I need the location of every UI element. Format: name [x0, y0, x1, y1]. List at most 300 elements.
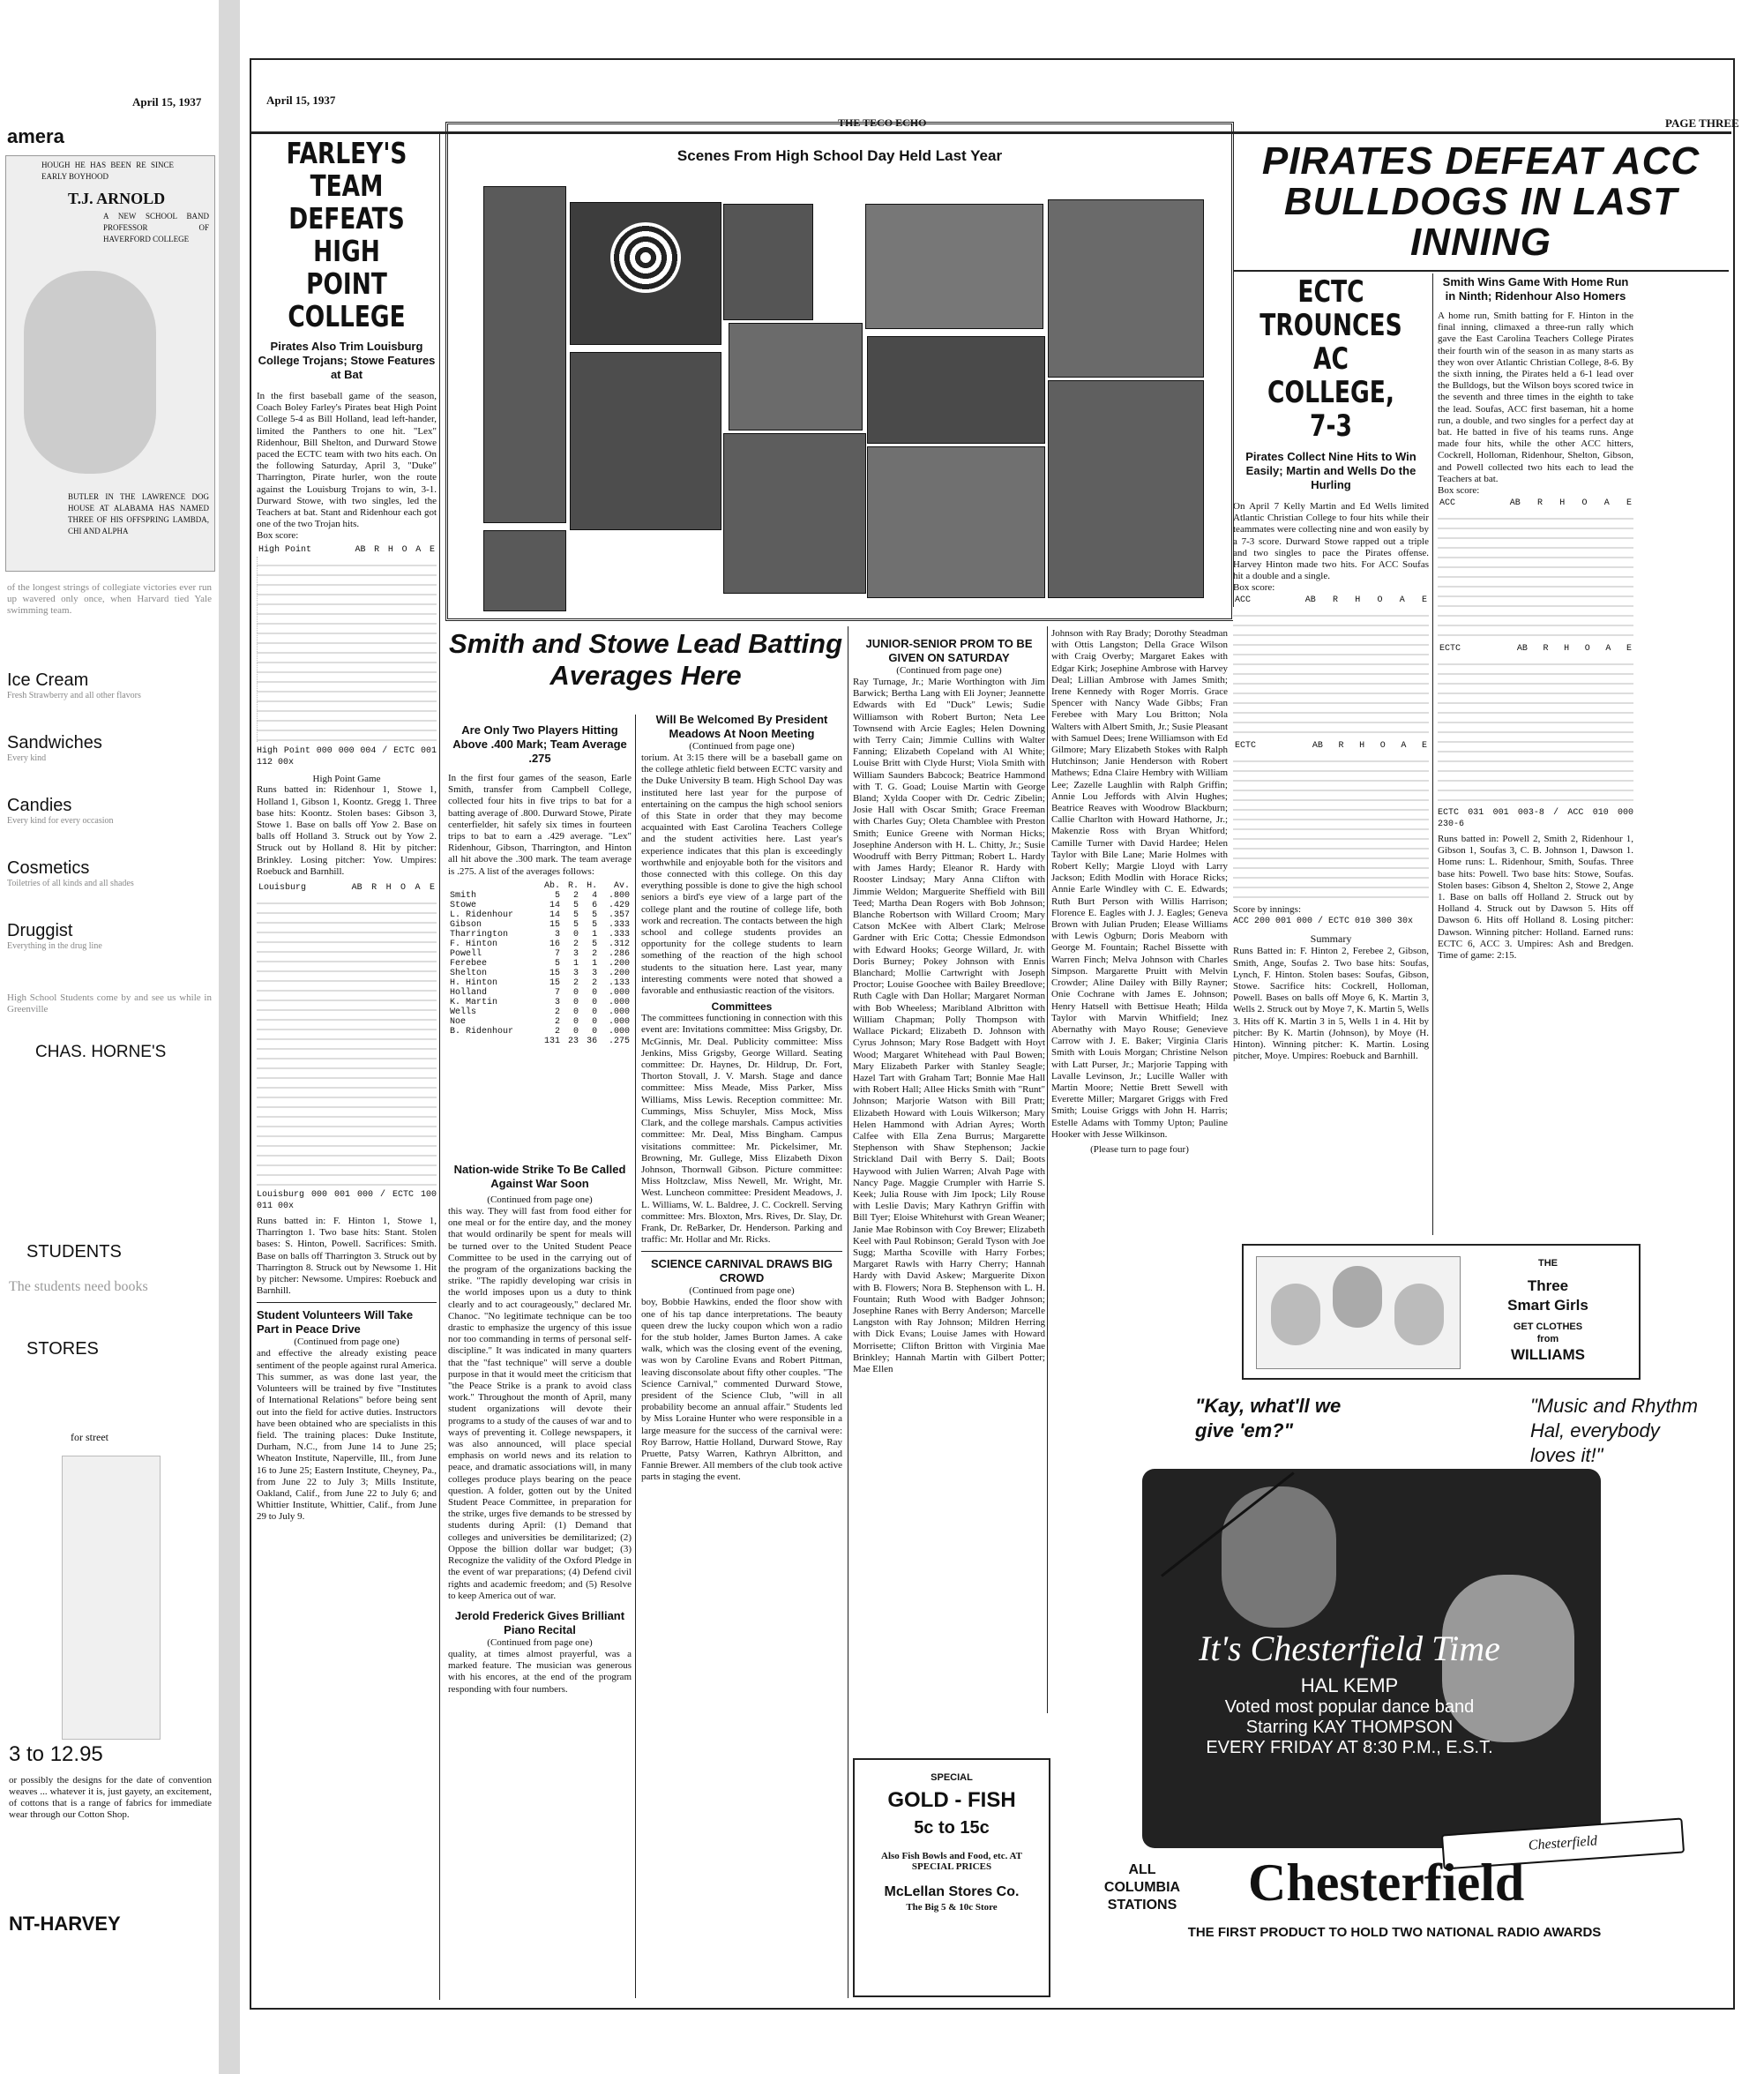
- divider: [641, 1251, 842, 1252]
- chesterfield-ad: [1063, 1385, 1726, 2003]
- williams-line2: Three: [1527, 1277, 1569, 1294]
- box-col: A: [1399, 595, 1405, 606]
- table-row: [448, 988, 632, 998]
- farley-column: [257, 137, 437, 1998]
- table-cell: 5: [592, 910, 598, 920]
- meadows-column: [641, 713, 842, 2001]
- acc2-box-score: [1438, 498, 1633, 508]
- goldfish-special: SPECIAL: [931, 1772, 973, 1783]
- table-cell: Wells: [450, 1007, 477, 1017]
- box-team: ECTC: [1439, 644, 1461, 655]
- totals-row: [448, 1037, 632, 1046]
- meadows-body: torium. At 3:15 there will be a baseball game on the college athletic field between ECTC varsity and the Duke University B team. High School Day was instituted here last year for the purpose of entertaining on the campus the high school seniors of this State in order that they may become acquainted with East Carolina Teachers College and the student activities here. Last year's experience indicates that this plan is exceedingly worthwhile and enjoyable both for the visitors and those connected with this college. On this day everything possible is done to give the high school seniors a bird's eye view of a large part of the college plant and the routine of college life, both work and recreation. The contacts between the high school and college students provides an opportunity for the college students to learn something of the reaction of the high school students to the situation here. Last year, many interesting comments were noted that showed a favorable and enthusiastic reaction of the visitors.: [641, 752, 842, 997]
- smith-column: [448, 723, 632, 1191]
- cartoon-figure: [24, 271, 156, 474]
- menu-sub: Everything in the drug line: [7, 941, 102, 951]
- box-col: R: [1543, 644, 1549, 655]
- recital-headline: Jerold Frederick Gives Brilliant Piano Recital: [454, 1608, 625, 1636]
- photo-shrubs: [1048, 380, 1204, 598]
- table-cell: Powell: [450, 948, 482, 959]
- header-cell: R.: [568, 880, 579, 891]
- box-col: E: [1626, 644, 1632, 655]
- farley-headline: FARLEY'S TEAM DEFEATS HIGH POINT COLLEGE: [286, 137, 407, 333]
- girl-face: [1394, 1284, 1444, 1345]
- box-col: H: [1359, 741, 1365, 752]
- williams-ad: [1242, 1244, 1641, 1380]
- table-cell: 15: [549, 968, 560, 978]
- ectc2-box-score: [1438, 644, 1633, 654]
- box-col: R: [1338, 741, 1344, 752]
- table-cell: 5: [592, 939, 598, 949]
- hp-summary: Runs batted in: Ridenhour 1, Stowe 1, Holland 1, Gibson 1, Koontz. Gregg 1. Three base hits: Koontz. Stolen bases: Gibson 3, Stowe 1. Base on balls off Yow 2. Base on balls off Holland 3. Struck out by Yow 2. Struck out by Holland 8. Hit by pitcher: Brinkley. Losing pitcher: Yow. Umpires: Roebuck and Barnhill.: [257, 784, 437, 877]
- chesterfield-starring: Starring KAY THOMPSON: [1245, 1718, 1454, 1737]
- lou-box-score: [257, 883, 437, 893]
- left-stores: STORES: [26, 1339, 99, 1359]
- box-col: H: [385, 883, 392, 894]
- prom-column: [853, 637, 1045, 1713]
- prom-body: Ray Turnage, Jr.; Marie Worthington with Jim Barwick; Bertha Lang with Eli Joyner; Jeannette Edwards with Ed "Duck" Lewis; Sudie Williamson with Robert Burton; Neta Lee Townsend with Arcie Eagles; Helen Downing with Terry Cain; Jimmie Cullins with Walter Fanning; Elizabeth Copeland with Al White; Louise Britt with Clyde Hurst; Viola Smith with William Saunders Babcock; Beatrice Hammond with T. G. Goad; Louise Martin with George Bland; Xylda Cooper with Dr. Cedric Zibelin; Josie Hall with Oscar Smith; Grace Freeman with Charles Guy; Oleta Chamblee with Preston Smith; Eunice Greene with Norman Hicks; Josephine Anderson with H. L. Chitty, Jr.; Susie Woodruff with Berry Pittman; Robert L. Hardy with James Hardy; Eleanor R. Hardy with Rooster Lindsay; Mary Anna Clifton with Jimmie Weldon; Marguerite Sheffield with Bill Teed; Martha Dean Rogers with Bob Johnson; Blanche Robertson with Willard Croom; Mary Catson McKee with Albert Clark; Melrose Gardner with Eric Cotta; Chessie Edmondson with Edward Hooks; George Willard, Jr. with Doris Burney; Pokey Johnson with Ennis Blanchard; Mollie Cartwright with Joseph Proctor; Louise Goochee with Bailey Breedlove; Ruth Cagle with Dan Hollar; Margaret Norman with Bob Wheeless; Maribland Albritton with William Chapman; Polly Thompson with Wallace Pickard; Elizabeth D. Johnson with Cyrus Johnson; Mary Rose Badgett with Hoyt Wood; Margaret Whitehead with Paul Bowen; Mary Elizabeth Parker with Stanley Seagle; Hazel Tart with Graham Tart; Bonnie Mae Hall with Robert Hall; Allee Hicks Smith with "Runt" Johnson; Marjorie Watson with Bill Pratt; Elizabeth Howard with Louis Wilkerson; Mary Helen Hammond with Adrian Ayres; Worth Calfee with Ella Zena Burrus; Margarette Stephenson with Shaw Stephenson; Jackie Strickland Dail with Berry S. Dail; Boots Haywood with Julien Warren; Alvah Page with Nancy Page. Maggie Crumpler with Harrie S. Keek; Julia Rouse with Jim Ipock; Lily Rouse with Leslie Davis; Mary Kathryn Griffin with Bill Tyer; Eloise Whitehurst with Grean Weaner; Janie Mae Robinson with Coy Brewer; Elizabeth Keel with Paul Robinson; Gerald Tyson with Joe Sugg; Martha Scoville with Harry Forbes; Margaret Rawls with Harry Cherry; Hannah Hardy with David Askew; Marguerite Dixon with B. Flowers; Nora B. Stephenson with L. H. Fountain; Ruth Wood with Badger Johnson; Josephine Ranes with Berry Anderson; Marcelle Langston with Ray Johnson; Mildren Herring with Dick Evans; Louise James with Howard Morrisette; Clifton Britton with Virginia Mae Brinkley; Hannah Martin with Gilbert Potter; Mae Ellen: [853, 677, 1045, 1374]
- recital-cont: (Continued from page one): [487, 1636, 593, 1648]
- smith-headline-block: [446, 628, 845, 721]
- table-cell: 0: [592, 987, 598, 998]
- table-cell: B. Ridenhour: [450, 1026, 514, 1037]
- committees-body: The committees functioning in connection with this event are: Invitations committee: Miss Grigsby, Dr. McGinnis, Mr. Deal. Publicity committee: Miss Jenkins, Miss Grigsby, George Willard. Seating committee: Dr. Haynes, Dr. Hildrup, Dr. Fort, Thorton Stovall, J. V. Marsh. Stage and dance committee: Miss Meade, Miss Parker, Miss Williams, Miss Lewis. Reception committee: Mr. Cummings, Miss Schuyler, Miss Mock, Miss Clark, and the college marshals. Campus activities committee: Mr. Deal, Miss Bingham. Campus visitations committee: Mr. Pickelsimer, Mr. Browning, Mr. Gullege, Miss Elizabeth Dixon Johnson, Thornwall Gibson. Picture committee: Miss Holtzclaw, Miss Newell, Mr. Wright, Mr. West. Luncheon committee: President Meadows, J. L. Williams, W. L. Baldree, J. C. Cockrell. Serving committee: Mrs. Bloxton, Mrs. Rives, Dr. Slay, Dr. Frank, Dr. ReBarker, Dr. Henderson. Parking and traffic: Mr. Hollar and Mr. Ricks.: [641, 1013, 842, 1246]
- fashion-illustration: [62, 1456, 161, 1740]
- table-cell: 15: [549, 977, 560, 988]
- box-team: ACC: [1439, 498, 1456, 509]
- table-row: [448, 1007, 632, 1017]
- menu-sub: Every kind for every occasion: [7, 816, 114, 826]
- strike-body: this way. They will fast from food either for one meal or for the entire day, and the money that would ordinarily be spent for meals will be turned over to the United Student Peace Committee to be used in the carrying out of the program of the organizations backing the strike. "The rapidly developing war crisis in the world imposes upon us a duty to think clearly and to act courageously," declared Mr. Chanoc. "No legitimate technique can be too drastic to emphasize the urgency of this issue nor too commanding in terms of personal self-discipline." It was indicated in many quarters that the "fast technique" will serve a double purpose in that it would meet the criticism that "the Peace Strike is a prank to avoid class work." Throughout the month of April, many student organizations will devote their programs to a study of the causes of war and to ways of preventing it. College newspapers, it was also announced, will place special emphasis on world news and its relation to peace, and dramatic associations will, in many colleges produce plays bearing on the peace question. A folder, gotten out by the United Student Peace Committee, in preparation for the strike, urges five demands to be stressed by students during April: (1) Demand that colleges and universities be demilitarized; (2) Oppose the billion dollar war budget; (3) Recognize the validity of the Oxford Pledge in the event of war preparations; (4) Defend civil rights and academic freedom; and (5) Resolve to keep America out of war.: [448, 1206, 632, 1601]
- table-cell: 3: [554, 997, 560, 1007]
- totals-cell: 131: [543, 1036, 560, 1046]
- box-col: O: [1581, 498, 1588, 509]
- totals-cell: .275: [608, 1036, 630, 1046]
- table-cell: 7: [554, 948, 560, 959]
- left-ad-caption-bottom: BUTLER IN THE LAWRENCE DOG HOUSE AT ALABAMA HAS NAMED THREE OF HIS OFFSPRING LAMBDA, CHI AND ALPHA: [68, 492, 209, 535]
- table-cell: 4: [592, 890, 598, 901]
- photo-small-left: [483, 530, 566, 611]
- table-cell: 0: [592, 1007, 598, 1017]
- box-col: H: [1564, 644, 1570, 655]
- left-date: April 15, 1937: [132, 95, 202, 109]
- table-cell: 2: [554, 1007, 560, 1017]
- farley-body: In the first baseball game of the season, Coach Boley Farley's Pirates beat High Point College 5-4 as Bill Holland, lead left-hander, limited the Panthers to one hit. "Lex" Ridenhour, Bill Shelton, and Durward Stowe paced the ECTC team with two hits each. On the following Saturday, April 3, "Duke" Tharrington, Pirate hurler, won the route against the Louisburg Trojans to win, 3-1. Durward Stowe, with two singles, led the Teachers at bat. Stant and Ridenhour each got one of the two Trojan hits.: [257, 391, 437, 530]
- box-col: H: [387, 545, 393, 556]
- menu-item: Cosmetics: [7, 858, 90, 878]
- header-cell: H.: [587, 880, 598, 891]
- box-col: O: [400, 883, 407, 894]
- box-col: AB: [355, 545, 366, 556]
- box-col: A: [1605, 644, 1611, 655]
- pirates-score-line: ECTC 031 001 003-8 / ACC 010 000 230-6: [1438, 808, 1633, 830]
- table-cell: Stowe: [450, 900, 477, 910]
- pirates-column: [1438, 275, 1633, 1237]
- table-cell: 5: [573, 900, 579, 910]
- trounces-headline: ECTC TROUNCES AC COLLEGE, 7-3: [1259, 275, 1402, 444]
- trounces-summary: Runs Batted in: F. Hinton 2, Ferebee 2, Gibson, Smith, Ange, Soufas 2. Two base hits: Soufas, Lynch, F. Hinton. Stolen bases: Soufas, Gibson, Stowe. Sacrifice hits: Cockrell, Holloman, Powell. Bases on balls off Moye 6, K. Martin 3, Wells 2. Struck out by Moye 7, K. Martin 5, Wells 3. Hits off K. Martin 3 in 5, Wells 1 in 4. Hit by pitcher: By K. Martin (Johnson), by Moye (H. Hinton). Winning pitcher: K. Martin. Losing pitcher, Moye. Umpires: Roebuck and Barnhill.: [1233, 946, 1429, 1062]
- table-cell: 7: [554, 987, 560, 998]
- left-price: 3 to 12.95: [9, 1742, 103, 1766]
- table-cell: .000: [608, 1007, 630, 1017]
- photo-spread: [445, 122, 1234, 621]
- prom-body-2: Johnson with Ray Brady; Dorothy Steadman with Ottis Langston; Della Grace Wilson with Craig Overby; Margaret Eakes with Edgar Kirk; Josephine Ambrose with Harvey Deal; Lillian Ambrose with James Smith; Irene Kennedy with Roger Morris. Grace Spencer with Nancy Wade Gibbs; Fran Ferebee with Mary Lou Britton; Nola Walters with Albert Smith, Jr.; Susie Pleasant with Samuel Dees; Irene Williamson with Ed Gilmore; Mary Elizabeth Stokes with Ralph Hutchinson; Janie Henderson with Robert Mathews; Edna Claire Hembry with William Lee; Zazelle Laughlin with Ralph Griffin; Annie Lou Jeffords with Alvin Hughes; Beatrice Reaves with Woodrow Blackburn; Callie Charlton with Howard Hathorne, Jr.; Makenzie Ross with Bryan Whitford; Camille Turner with David Hardee; Helen Taylor with Bile Lane; Marie Holmes with Robert Kelly; Margie Lloyd with Larry Jackson; Edith Modlin with Horace Ricks; Annie Earle Windley with C. E. Edwards; Ruth Burt Person with Willis Harrison; Florence E. Eagles with J. J. Eagles; Geneva Brown with Julian Pruden; Elease Williams with Lewis Ogburn; Doris Meaborn with George M. Fountain; Rachel Bissette with Warren Finch; Melva Johnson with Charles Simpson. Margarette Pruitt with Melvin Crowder; Aline Dailey with Billy Rayner; Onie Cochrane with James E. Johnson; Henry Hatsell with Bettisue Heath; Hilda Taylor with Marvin Whitfield; Inez Abernathy with Mayo Rouse; Genevieve Carrow with J. E. Baker; Virginia Claris Smith with Louis Morgan; Christine Nelson with Latt Purser, Jr.; Marjorie Tapping with Lavalle Levinson, Jr.; Lucille Waller with Martin Moore; Nettie Brett Sewell with Everette Miller; Margaret Griggs with Fred Smith; Louise Griggs with John H. Harris; Estelle Adams with Tommy Upton; Pauline Hooker with Jesse Wilkinson.: [1051, 628, 1228, 1140]
- left-fashion-text: or possibly the designs for the date of convention weaves ... whatever it is, just gayety, an excitement, of cottons that is a range of fabrics for immediate wear through our Cotton Shop.: [9, 1775, 212, 1820]
- menu-list: [7, 670, 212, 984]
- box-col: AB: [351, 883, 363, 894]
- table-row: [448, 959, 632, 969]
- left-ad-sub: A NEW SCHOOL BAND PROFESSOR OF HAVERFORD COLLEGE: [103, 212, 209, 243]
- chesterfield-awards: THE FIRST PRODUCT TO HOLD TWO NATIONAL RADIO AWARDS: [1187, 1925, 1602, 1940]
- box-col: E: [1421, 741, 1427, 752]
- carnival-headline: SCIENCE CARNIVAL DRAWS BIG CROWD: [650, 1257, 833, 1285]
- volunteers-cont: (Continued from page one): [294, 1336, 400, 1348]
- left-fashion: for street: [71, 1431, 108, 1443]
- box-col: AB: [1516, 644, 1528, 655]
- box-col: R: [371, 883, 377, 894]
- column-rule: [439, 134, 440, 2000]
- meadows-headline: Will Be Welcomed By President Meadows At Noon Meeting: [655, 713, 828, 740]
- chesterfield-quote2: "Music and Rhythm Hal, everybody loves it!": [1530, 1395, 1698, 1466]
- farley-box-label: Box score:: [257, 530, 299, 542]
- photo-crowd: [570, 352, 721, 530]
- ectc-box-rows: [1233, 752, 1429, 902]
- innings-line: ACC 200 001 000 / ECTC 010 300 30x: [1233, 917, 1414, 927]
- table-cell: .429: [608, 900, 630, 910]
- table-cell: 2: [573, 939, 579, 949]
- table-cell: 1: [592, 929, 598, 940]
- table-cell: 3: [573, 968, 579, 978]
- batting-averages-table: [448, 881, 632, 1046]
- committees-label: Committees: [711, 1000, 773, 1014]
- chesterfield-panel: [1160, 1628, 1539, 1848]
- box-team: ECTC: [1235, 741, 1257, 752]
- masthead-page: PAGE THREE: [1665, 116, 1739, 130]
- headline-rule: [1233, 270, 1729, 272]
- prom-turn: (Please turn to page four): [1090, 1143, 1189, 1155]
- table-row: [448, 1027, 632, 1037]
- hal-kemp-face: [1222, 1486, 1336, 1628]
- strike-headline: Nation-wide Strike To Be Called Against War Soon: [453, 1163, 626, 1190]
- table-row: [448, 998, 632, 1007]
- column-rule: [635, 715, 636, 1998]
- table-row: [448, 891, 632, 901]
- averages-header: [448, 881, 632, 891]
- box-col: E: [1421, 595, 1427, 606]
- table-cell: .333: [608, 919, 630, 930]
- box-col: O: [1379, 741, 1386, 752]
- trounces-subhead: Pirates Collect Nine Hits to Win Easily; Martin and Wells Do the Hurling: [1245, 450, 1416, 491]
- table-cell: Gibson: [450, 919, 482, 930]
- farley-subhead: Pirates Also Trim Louisburg College Trojans; Stowe Features at Bat: [258, 340, 436, 381]
- box-col: A: [1401, 741, 1407, 752]
- table-cell: 3: [554, 929, 560, 940]
- totals-cell: [448, 1037, 536, 1046]
- chesterfield-host: HAL KEMP: [1300, 1674, 1399, 1696]
- left-store: NT-HARVEY: [9, 1913, 121, 1935]
- goldfish-store-sub: The Big 5 & 10c Store: [906, 1902, 998, 1913]
- williams-line5: from: [1536, 1334, 1559, 1344]
- photo-group-outdoor: [723, 204, 813, 320]
- hp-box-score: [257, 545, 437, 555]
- photo-spread-title: Scenes From High School Day Held Last Year: [676, 147, 1003, 164]
- chesterfield-quote1: "Kay, what'll we give 'em?": [1195, 1395, 1342, 1441]
- pirates-headline: PIRATES DEFEAT ACC BULLDOGS IN LAST INNING: [1261, 139, 1700, 264]
- williams-line4: GET CLOTHES: [1513, 1322, 1583, 1332]
- scan-gutter: [219, 0, 240, 2074]
- left-students-sub: The students need books: [9, 1279, 148, 1294]
- williams-line6: WILLIAMS: [1510, 1346, 1586, 1363]
- left-students: STUDENTS: [26, 1242, 122, 1262]
- goldfish-ad: [853, 1758, 1050, 1997]
- table-cell: Holland: [450, 987, 488, 998]
- table-cell: .000: [608, 1026, 630, 1037]
- table-cell: 14: [549, 900, 560, 910]
- table-cell: .200: [608, 958, 630, 969]
- pirates-summary: Runs batted in: Powell 2, Smith 2, Ridenhour 1, Gibson 1, Soufas 3, C. B. Johnson 1, Dawson 1. Home runs: L. Ridenhour, Smith, Soufas. Three base hits: Powell. Two base hits: Stowe, Soufas. Stolen bases: Gibson 4, Shelton 2, Stowe 2, Ange 1. Base on balls off Holland 2. Struck out by Holland 4. Struck out by Dawson 5. Hits off Dawson 6. Hits off Holland 8. Losing pitcher: Dawson. Winning pitcher: Holland. Earned runs: ECTC 6, ACC 3. Umpires: Ash and Bredgen. Time of game: 2:15.: [1438, 834, 1633, 962]
- three-girls-illustration: [1256, 1256, 1461, 1369]
- masthead-paper: THE TECO ECHO: [838, 116, 927, 129]
- box-col: H: [1355, 595, 1361, 606]
- table-cell: Shelton: [450, 968, 488, 978]
- box-col: H: [1559, 498, 1566, 509]
- header-cell: [448, 881, 536, 891]
- girl-face: [1333, 1266, 1382, 1328]
- photo-man-standing: [483, 186, 566, 523]
- menu-sub: Toiletries of all kinds and all shades: [7, 879, 134, 888]
- chesterfield-when: EVERY FRIDAY AT 8:30 P.M., E.S.T.: [1206, 1738, 1493, 1757]
- volunteers-headline: Student Volunteers Will Take Part in Peace Drive: [257, 1308, 414, 1336]
- strike-cont: (Continued from page one): [487, 1194, 593, 1205]
- smith-subhead: Are Only Two Players Hitting Above .400 Mark; Team Average .275: [452, 723, 627, 765]
- table-cell: .000: [608, 997, 630, 1007]
- box-col: O: [401, 545, 407, 556]
- table-cell: 2: [592, 977, 598, 988]
- table-cell: 0: [573, 1007, 579, 1017]
- table-row: [448, 901, 632, 910]
- box-col: O: [1584, 644, 1590, 655]
- table-cell: 5: [573, 919, 579, 930]
- table-cell: .000: [608, 987, 630, 998]
- box-team: High Point: [258, 545, 312, 556]
- summary-label: Summary: [1310, 932, 1352, 946]
- pirates-subhead: Smith Wins Game With Home Run in Ninth; Ridenhour Also Homers: [1442, 275, 1629, 303]
- table-cell: 2: [592, 948, 598, 959]
- table-cell: 2: [554, 1026, 560, 1037]
- goldfish-store: McLellan Stores Co.: [884, 1884, 1020, 1899]
- totals-cell: 23: [568, 1036, 579, 1046]
- menu-sub: Every kind: [7, 753, 47, 763]
- table-cell: F. Hinton: [450, 939, 498, 949]
- table-cell: H. Hinton: [450, 977, 498, 988]
- table-cell: .800: [608, 890, 630, 901]
- table-row: [448, 978, 632, 988]
- table-cell: 0: [573, 997, 579, 1007]
- left-section: amera: [7, 125, 64, 147]
- box-col: E: [429, 883, 435, 894]
- header-cell: Ab.: [543, 880, 560, 891]
- chesterfield-voted: Voted most popular dance band: [1224, 1697, 1475, 1717]
- left-store-name: CHAS. HORNE'S: [35, 1043, 167, 1061]
- menu-item: Sandwiches: [7, 733, 102, 752]
- trounces-box-label: Box score:: [1233, 582, 1275, 594]
- pirates-body: A home run, Smith batting for F. Hinton in the final inning, climaxed a three-run rally which gave the East Carolina Teachers College Pirates their fourth win of the season in as many starts as they won over Atlantic Christian College, 8-6. By the sixth inning, the Pirates held a 6-1 lead over the Bulldogs, but the Wilson boys scored twice in the seventh and three times in the eighth to take the lead. Soufas, ACC first baseman, hit a home run, a double, and two singles for a perfect day at bat. He batted in five of his teams runs. Ange made four hits, while the other ACC hitters, Cockrell, Holloman, Ridenhour, Shelton, Gibson, and Powell collected two hits each to lead the Teachers at bat.: [1438, 311, 1633, 484]
- table-cell: 5: [554, 890, 560, 901]
- photo-garden: [867, 446, 1045, 598]
- left-ad-name: T.J. ARNOLD: [68, 190, 166, 207]
- photo-field-trees: [865, 204, 1043, 329]
- table-cell: L. Ridenhour: [450, 910, 514, 920]
- ectc2-box-rows: [1438, 655, 1633, 805]
- box-col: O: [1377, 595, 1383, 606]
- table-row: [448, 920, 632, 930]
- table-cell: 0: [573, 929, 579, 940]
- divider: [257, 1302, 437, 1303]
- table-cell: 16: [549, 939, 560, 949]
- box-col: R: [374, 545, 380, 556]
- hp-score-line: High Point 000 000 004 / ECTC 001 112 00x: [257, 746, 437, 768]
- table-row: [448, 910, 632, 920]
- lou-summary: Runs batted in: F. Hinton 1, Stowe 1, Tharrington 1. Two base hits: Stant. Stolen bases: S. Hinton, Powell. Sacrifices: Smith. Base on balls off Tharrington 3. Struck out by Tharrington 8. Struck out by Newsome 1. Hit by pitcher: Newsome. Umpires: Roebuck and Barnhill.: [257, 1216, 437, 1297]
- photo-building: [867, 336, 1045, 444]
- menu-item: Candies: [7, 796, 72, 815]
- table-cell: .000: [608, 1016, 630, 1027]
- table-cell: Smith: [450, 890, 477, 901]
- prom-headline: JUNIOR-SENIOR PROM TO BE GIVEN ON SATURDAY: [865, 637, 1033, 664]
- pirates-headline-block: [1233, 141, 1729, 263]
- box-team: Louisburg: [258, 883, 307, 894]
- menu-item: Druggist: [7, 921, 73, 940]
- table-cell: Tharrington: [450, 929, 509, 940]
- girl-face: [1271, 1284, 1320, 1345]
- lou-box-rows: [257, 895, 437, 1186]
- table-cell: 15: [549, 919, 560, 930]
- left-students-note: High School Students come by and see us while in Greenville: [7, 992, 212, 1015]
- table-cell: 1: [573, 958, 579, 969]
- table-row: [448, 940, 632, 949]
- box-team: ACC: [1235, 595, 1252, 606]
- menu-sub: Fresh Strawberry and all other flavors: [7, 691, 141, 700]
- trounces-column: [1233, 275, 1429, 1237]
- table-cell: 14: [549, 910, 560, 920]
- table-row: [448, 949, 632, 959]
- pirates-box-label: Box score:: [1438, 485, 1480, 497]
- williams-line1: THE: [1538, 1258, 1558, 1269]
- meadows-cont: (Continued from page one): [689, 741, 795, 752]
- table-row: [448, 1017, 632, 1027]
- table-row: [448, 969, 632, 978]
- lou-score-line: Louisburg 000 001 000 / ECTC 100 011 00x: [257, 1190, 437, 1212]
- table-row: [448, 930, 632, 940]
- menu-item: Ice Cream: [7, 670, 89, 690]
- left-ad-caption-top: HOUGH HE HAS BEEN RE SINCE EARLY BOYHOOD: [41, 161, 174, 181]
- box-col: E: [429, 545, 435, 556]
- table-cell: 5: [554, 958, 560, 969]
- box-col: AB: [1304, 595, 1316, 606]
- column-rule: [1432, 273, 1433, 1235]
- table-cell: 2: [554, 1016, 560, 1027]
- acc-box-rows: [1233, 607, 1429, 739]
- hp-game-label: High Point Game: [312, 774, 381, 785]
- ectc-box-score: [1233, 741, 1429, 751]
- table-cell: 2: [573, 890, 579, 901]
- acc-box-score: [1233, 595, 1429, 605]
- carnival-body: boy, Bobbie Hawkins, ended the floor show with one of his tap dance interpretations. The beauty queen drew the lucky coupon which won a radio for the stub holder, James Burton James. A cake walk, which was the closing event of the evening, was won by Caroline Evans and Robert Pittman, leaving disconsolate about fifty other couples. "The Science Carnival," commented Durward Stowe, president of the Science Club, "will in all probability become an annual affair." Students led by Miss Loraine Hunter who were responsible in a large measure for the success of the carnival were: Roy Barrow, Hattie Holland, Durward Stowe, Ray Pruette, Patsy Warren, Kathryn Albritton, and Fannie Brewer. All members of the club took active parts in staging the event.: [641, 1297, 842, 1483]
- acc2-box-rows: [1438, 510, 1633, 642]
- goldfish-price: 5c to 15c: [914, 1818, 990, 1838]
- box-col: AB: [1312, 741, 1323, 752]
- trounces-body: On April 7 Kelly Martin and Ed Wells limited Atlantic Christian College to four hits while their teammates were collecting nine and won easily by a 7-3 score. Durward Stowe rapped out a triple and two singles to pace the Pirates offense. Harvey Hinton made two hits. For ACC Soufas hit a double and a single.: [1233, 501, 1429, 582]
- box-col: A: [415, 545, 422, 556]
- table-cell: 0: [573, 1026, 579, 1037]
- smith-body: In the first four games of the season, Earle Smith, transfer from Campbell College, collected four hits in five trips to bat for a batting average of .800. Durward Stowe, Pirate centerfielder, hit safely six times in fourteen trips to bat to earn a .429 average. "Lex" Ridenhour, Gibson, Tharrington, and Hinton all hit above the .300 mark. The team average is .275. A list of the averages follows:: [448, 773, 632, 877]
- table-cell: 0: [592, 1016, 598, 1027]
- table-cell: .357: [608, 910, 630, 920]
- table-cell: 2: [573, 977, 579, 988]
- table-cell: 0: [573, 1016, 579, 1027]
- masthead-date: April 15, 1937: [266, 94, 336, 107]
- box-col: A: [415, 883, 421, 894]
- column-rule: [1047, 626, 1048, 1713]
- table-cell: 3: [592, 968, 598, 978]
- box-col: A: [1603, 498, 1610, 509]
- photo-campus-walk: [1048, 199, 1204, 378]
- goldfish-title: GOLD - FISH: [887, 1788, 1016, 1812]
- left-ad-panel: [5, 155, 215, 572]
- table-cell: .133: [608, 977, 630, 988]
- target-icon: [610, 222, 681, 293]
- cigarette-brand: Chesterfield: [1528, 1833, 1598, 1853]
- box-col: R: [1537, 498, 1544, 509]
- table-cell: Ferebee: [450, 958, 488, 969]
- prom-cont: (Continued from page one): [896, 665, 1002, 676]
- chesterfield-brand: Chesterfield: [1248, 1853, 1525, 1912]
- recital-body: quality, at times almost prayerful, was a marked feature. The musician was generous with his encores, at the end of the program responding with four numbers.: [448, 1648, 632, 1695]
- table-cell: K. Martin: [450, 997, 498, 1007]
- table-cell: 5: [573, 910, 579, 920]
- table-cell: .312: [608, 939, 630, 949]
- innings-label: Score by innings:: [1233, 904, 1301, 916]
- volunteers-body: and effective the already existing peace sentiment of the people against rural America. This summer, as was done last year, the Volunteers will be trained by five "Institutes of International Relations" before being sent out into the field for active duties. Instructors have been obtained who are specialists in this field. The training places: Duke Institute, Durham, N.C., from June 14 to June 25; Wheaton Institute, Naperville, Ill., from June 16 to June 25; Eastern Institute, Cheyney, Pa., from June 22 to July 3; Mills Institute, Oakland, Calif., from June 22 to July 6; and Whittier Institute, Whittier, Calif., from June 29 to July 9.: [257, 1348, 437, 1523]
- table-cell: 0: [592, 1026, 598, 1037]
- strike-column: [448, 1163, 632, 2001]
- totals-cell: 36: [587, 1036, 598, 1046]
- williams-line3: Smart Girls: [1507, 1297, 1588, 1314]
- table-cell: 1: [592, 958, 598, 969]
- smith-headline: Smith and Stowe Lead Batting Averages Here: [448, 628, 843, 691]
- photo-men-talking: [729, 323, 863, 431]
- chesterfield-stations: ALL COLUMBIA STATIONS: [1103, 1862, 1181, 1913]
- goldfish-note: Also Fish Bowls and Food, etc. AT SPECIAL PRICES: [881, 1851, 1022, 1872]
- table-cell: 3: [573, 948, 579, 959]
- box-col: E: [1626, 498, 1632, 509]
- table-cell: .200: [608, 968, 630, 978]
- table-cell: .333: [608, 929, 630, 940]
- left-ad-text: of the longest strings of collegiate victories ever run up wavered only once, when Harvard tied Yale swimming team.: [7, 582, 212, 616]
- table-cell: Noe: [450, 1016, 467, 1027]
- table-cell: .286: [608, 948, 630, 959]
- table-cell: 6: [592, 900, 598, 910]
- table-cell: 0: [573, 987, 579, 998]
- chesterfield-time: It's Chesterfield Time: [1199, 1629, 1500, 1668]
- photo-archery-target: [570, 202, 721, 345]
- carnival-cont: (Continued from page one): [689, 1285, 795, 1297]
- table-cell: 5: [592, 919, 598, 930]
- box-col: R: [1333, 595, 1339, 606]
- photo-dancers: [723, 433, 866, 594]
- table-cell: 0: [592, 997, 598, 1007]
- header-cell: Av.: [613, 880, 630, 891]
